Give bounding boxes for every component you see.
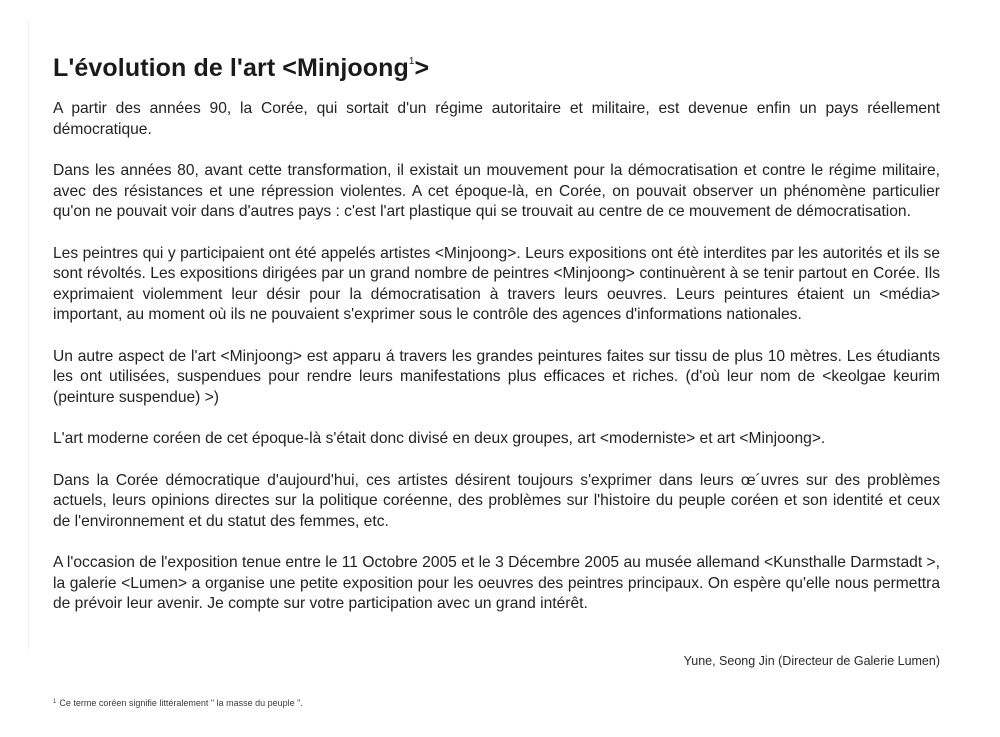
title-footnote-marker: 1: [408, 56, 415, 67]
footnote: [53, 698, 303, 708]
paragraph-3: Les peintres qui y participaient ont été appelés artistes <Minjoong>. Leurs expositions ont étè interdites par les autorités et ils se sont révoltés. Les expositions dirigées par un grand nombre de peintres <Minjoong> continuèrent à se tenir partout en Corée. Ils exprimaient violemment leur désir pour la démocratisation à travers leurs oeuvres. Leurs peintures étaient un <média> important, au moment où ils ne pouvaient s'exprimer sous le contrôle des agences d'informations nationales.: [53, 244, 940, 323]
signature: Yune, Seong Jin (Directeur de Galerie Lumen): [683, 654, 940, 668]
scan-edge-line: [28, 20, 29, 650]
title-suffix: >: [414, 54, 430, 82]
title-text: L'évolution de l'art <Minjoong: [53, 54, 409, 82]
paragraph-6: Dans la Corée démocratique d'aujourd'hui, ces artistes désirent toujours s'exprimer dans leurs œ´uvres sur des problèmes actuels, leurs opinions directes sur la politique coréenne, des problèmes sur l'histoire du peuple coréen et son identité et ceux de l'environnement et du statut des femmes, etc.: [53, 471, 940, 530]
paragraph-5: L'art moderne coréen de cet époque-là s'était donc divisé en deux groupes, art <moderniste> et art <Minjoong>.: [53, 430, 826, 447]
footnote-text: Ce terme coréen signifie littéralement " la masse du peuple ".: [59, 698, 303, 708]
paragraph-1: A partir des années 90, la Corée, qui sortait d'un régime autoritaire et militaire, est devenue enfin un pays réellement démocratique.: [53, 100, 940, 138]
paragraph-4: Un autre aspect de l'art <Minjoong> est apparu á travers les grandes peintures faites sur tissu de plus 10 mètres. Les étudiants les ont utilisées, suspendues pour rendre leurs manifestations plus efficaces et riches. (d'où leur nom de <keolgae keurim (peinture suspendue) >): [53, 347, 940, 406]
page-title: [53, 54, 429, 83]
footnote-marker: 1: [53, 699, 57, 705]
paragraph-7: A l'occasion de l'exposition tenue entre le 11 Octobre 2005 et le 3 Décembre 2005 au musée allemand <Kunsthalle Darmstadt >, la galerie <Lumen> a organise une petite exposition pour les oeuvres des peintres principaux. On espère qu'elle nous permettra de prévoir leur avenir. Je compte sur votre participation avec un grand intérêt.: [53, 554, 940, 612]
article-body: [53, 99, 940, 636]
paragraph-2: Dans les années 80, avant cette transformation, il existait un mouvement pour la démocratisation et contre le régime militaire, avec des résistances et une répression violentes. A cet époque-là, en Corée, on pouvait observer un phénomène particulier qu'on ne pouvait voir dans d'autres pays : c'est l'art plastique qui se trouvait au centre de ce mouvement de démocratisation.: [53, 162, 940, 220]
